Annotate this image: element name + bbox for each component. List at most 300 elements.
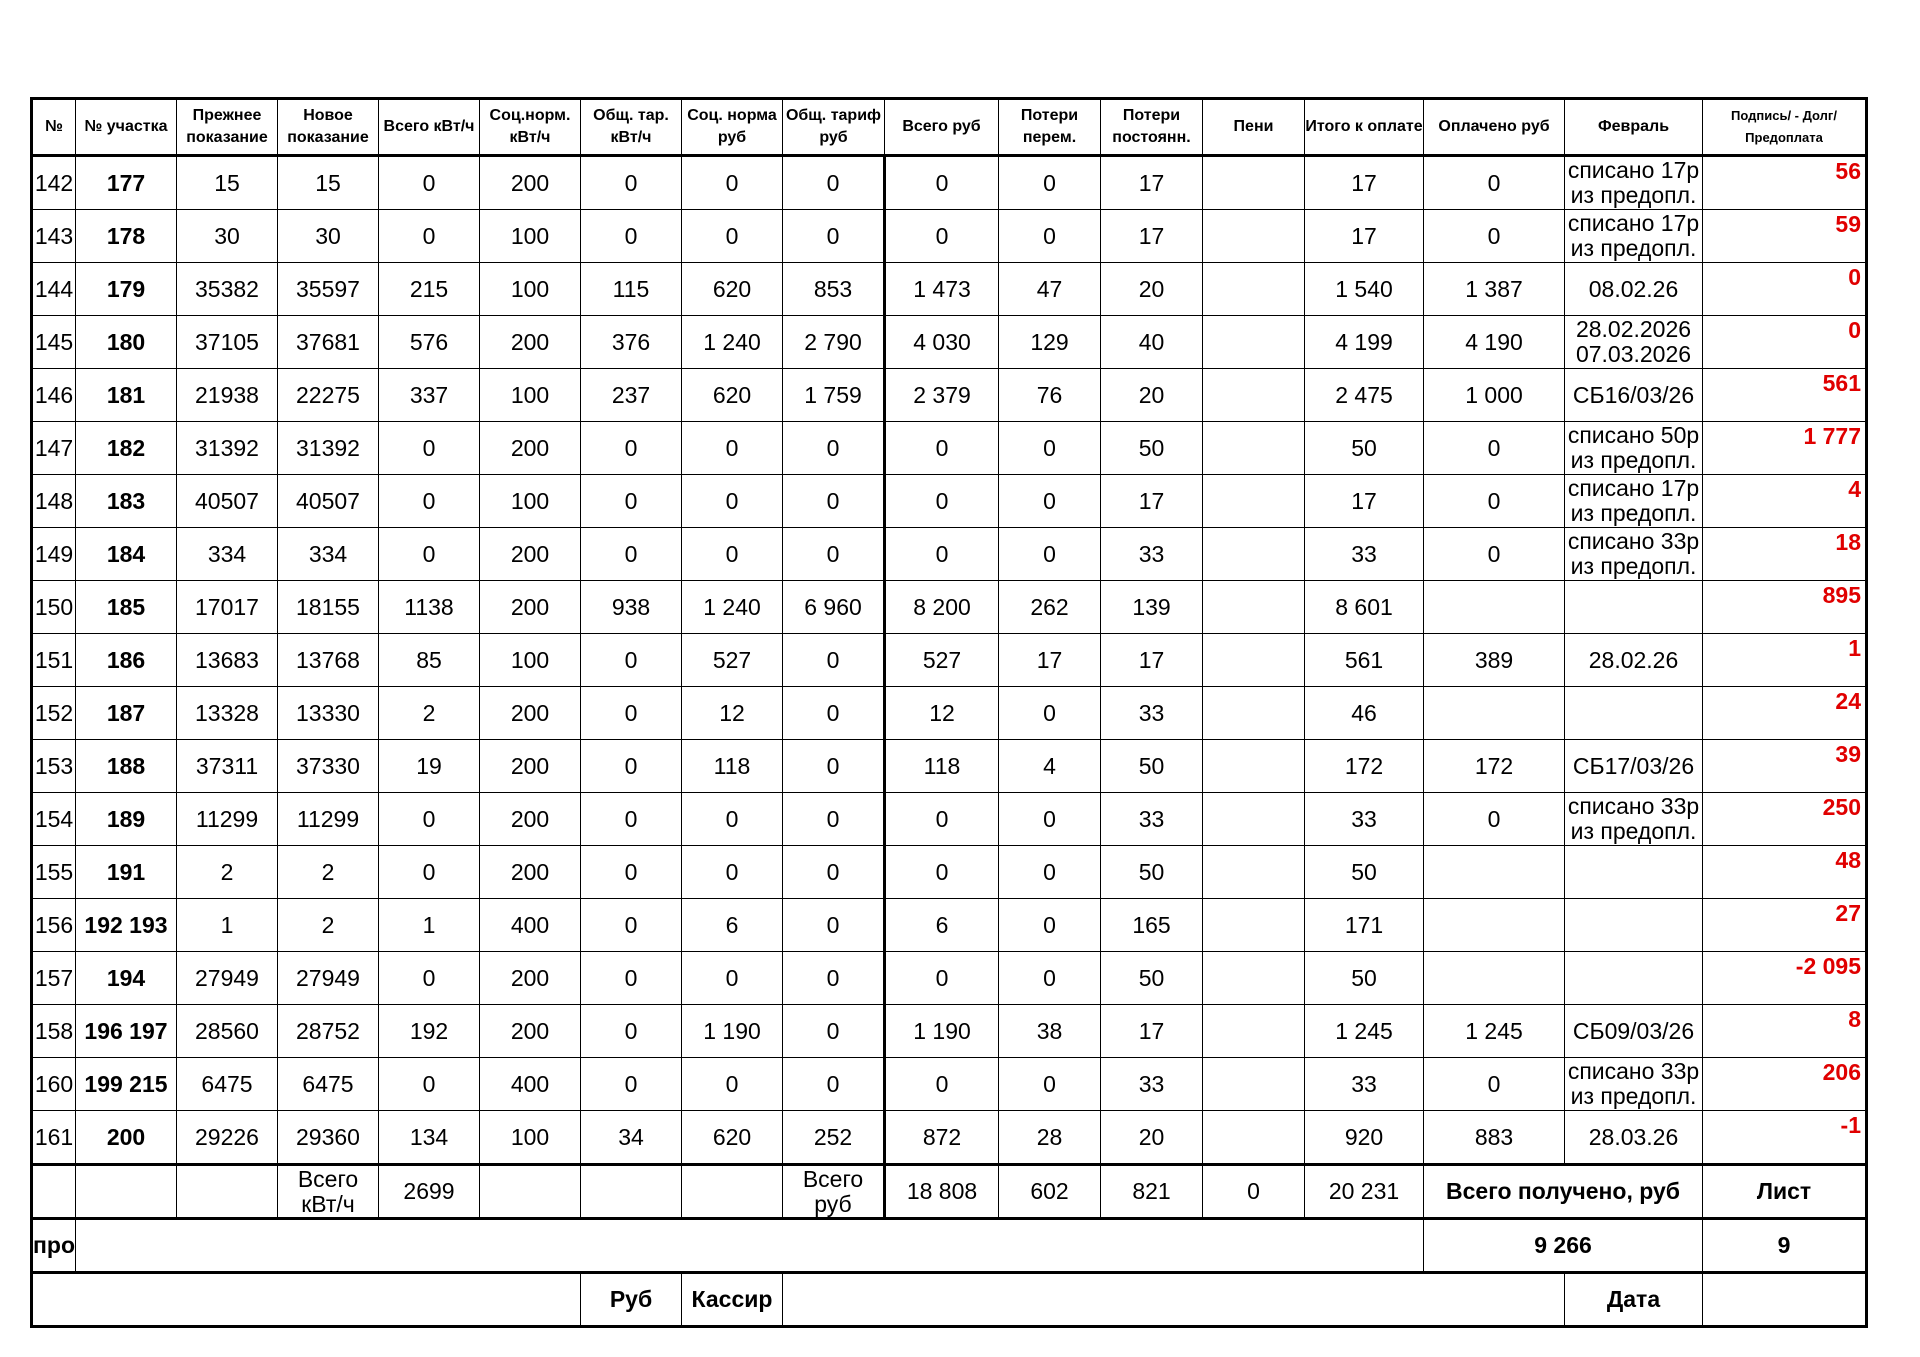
table-row: [32, 687, 1867, 740]
losses-variable: 28: [999, 1111, 1101, 1165]
social-norm-rub: 1 190: [682, 1005, 783, 1058]
losses-constant: 165: [1101, 899, 1203, 952]
total-kwh: 134: [379, 1111, 480, 1165]
billing-table: [30, 97, 1868, 1328]
amount-due: 172: [1305, 740, 1424, 793]
new-reading: 28752: [278, 1005, 379, 1058]
new-reading: 37330: [278, 740, 379, 793]
losses-variable: 4: [999, 740, 1101, 793]
social-norm-kwh: 200: [480, 156, 581, 210]
social-norm-kwh: 200: [480, 846, 581, 899]
paid-rub: 0: [1424, 528, 1565, 581]
amount-due: 50: [1305, 952, 1424, 1005]
social-norm-kwh: 100: [480, 634, 581, 687]
new-reading: 29360: [278, 1111, 379, 1165]
social-norm-rub: 0: [682, 528, 783, 581]
total-kwh: 1138: [379, 581, 480, 634]
general-tariff-kwh: 0: [581, 793, 682, 846]
penalty: [1203, 369, 1305, 422]
losses-variable: 0: [999, 156, 1101, 210]
general-tariff-rub: 0: [783, 899, 885, 952]
totals-kwh-label: Всего кВт/ч: [278, 1165, 379, 1219]
losses-variable: 38: [999, 1005, 1101, 1058]
february-note: [1565, 687, 1703, 740]
column-header-11: Потери перем.: [999, 99, 1101, 156]
total-rub: 527: [885, 634, 999, 687]
balance: 4: [1703, 475, 1867, 528]
general-tariff-rub: 0: [783, 1005, 885, 1058]
penalty: [1203, 952, 1305, 1005]
penalty: [1203, 634, 1305, 687]
general-tariff-rub: 0: [783, 210, 885, 263]
new-reading: 13330: [278, 687, 379, 740]
general-tariff-kwh: 0: [581, 1005, 682, 1058]
general-tariff-kwh: 938: [581, 581, 682, 634]
paid-rub: 0: [1424, 210, 1565, 263]
social-norm-kwh: 200: [480, 952, 581, 1005]
losses-constant: 33: [1101, 793, 1203, 846]
previous-reading: 35382: [177, 263, 278, 316]
balance: 250: [1703, 793, 1867, 846]
plot-number: 188: [76, 740, 177, 793]
social-norm-rub: 0: [682, 422, 783, 475]
plot-number: 185: [76, 581, 177, 634]
previous-reading: 334: [177, 528, 278, 581]
total-rub: 4 030: [885, 316, 999, 369]
plot-number: 191: [76, 846, 177, 899]
paid-rub: 1 000: [1424, 369, 1565, 422]
general-tariff-rub: 853: [783, 263, 885, 316]
losses-constant: 20: [1101, 369, 1203, 422]
totals-row: [32, 1165, 1867, 1219]
amount-due: 8 601: [1305, 581, 1424, 634]
paid-rub: 0: [1424, 422, 1565, 475]
paid-rub: [1424, 899, 1565, 952]
column-header-10: Всего руб: [885, 99, 999, 156]
total-kwh: 0: [379, 422, 480, 475]
amount-due: 171: [1305, 899, 1424, 952]
social-norm-rub: 1 240: [682, 581, 783, 634]
table-row: [32, 740, 1867, 793]
paid-rub: 1 387: [1424, 263, 1565, 316]
summary-blank: [76, 1219, 1424, 1273]
amount-due: 50: [1305, 422, 1424, 475]
new-reading: 18155: [278, 581, 379, 634]
plot-number: 199 215: [76, 1058, 177, 1111]
social-norm-kwh: 100: [480, 369, 581, 422]
losses-variable: 262: [999, 581, 1101, 634]
total-rub: 12: [885, 687, 999, 740]
february-note: списано 33р из предопл.: [1565, 528, 1703, 581]
social-norm-rub: 0: [682, 475, 783, 528]
penalty: [1203, 899, 1305, 952]
social-norm-kwh: 200: [480, 581, 581, 634]
totals-blank: [581, 1165, 682, 1219]
table-row: [32, 156, 1867, 210]
row-number: 144: [32, 263, 76, 316]
table-row: [32, 1111, 1867, 1165]
date-field: [1703, 1273, 1867, 1327]
new-reading: 2: [278, 846, 379, 899]
losses-variable: 0: [999, 687, 1101, 740]
paid-rub: 389: [1424, 634, 1565, 687]
general-tariff-rub: 0: [783, 1058, 885, 1111]
previous-reading: 1: [177, 899, 278, 952]
cashier-label: Кассир: [682, 1273, 783, 1327]
social-norm-rub: 0: [682, 156, 783, 210]
balance: 24: [1703, 687, 1867, 740]
general-tariff-kwh: 0: [581, 952, 682, 1005]
february-note: 28.03.26: [1565, 1111, 1703, 1165]
total-kwh: 0: [379, 475, 480, 528]
summary-section: [32, 1165, 1867, 1327]
social-norm-kwh: 100: [480, 263, 581, 316]
table-row: [32, 793, 1867, 846]
losses-constant: 17: [1101, 156, 1203, 210]
row-number: 154: [32, 793, 76, 846]
row-number: 146: [32, 369, 76, 422]
total-rub: 1 190: [885, 1005, 999, 1058]
losses-variable: 76: [999, 369, 1101, 422]
date-label: Дата: [1565, 1273, 1703, 1327]
balance: 18: [1703, 528, 1867, 581]
balance: -2 095: [1703, 952, 1867, 1005]
social-norm-rub: 1 240: [682, 316, 783, 369]
penalty: [1203, 475, 1305, 528]
plot-number: 181: [76, 369, 177, 422]
penalty: [1203, 846, 1305, 899]
balance: 59: [1703, 210, 1867, 263]
total-kwh: 1: [379, 899, 480, 952]
amount-due: 33: [1305, 793, 1424, 846]
paid-rub: [1424, 952, 1565, 1005]
general-tariff-rub: 0: [783, 422, 885, 475]
footer-blank: [32, 1273, 581, 1327]
total-rub: 0: [885, 156, 999, 210]
february-note: [1565, 846, 1703, 899]
column-header-6: Соц.норм. кВт/ч: [480, 99, 581, 156]
general-tariff-rub: 0: [783, 740, 885, 793]
losses-constant: 50: [1101, 422, 1203, 475]
total-kwh: 337: [379, 369, 480, 422]
previous-reading: 13328: [177, 687, 278, 740]
february-note: 08.02.26: [1565, 263, 1703, 316]
row-number: 151: [32, 634, 76, 687]
general-tariff-rub: 0: [783, 952, 885, 1005]
row-number: 157: [32, 952, 76, 1005]
february-note: списано 17р из предопл.: [1565, 156, 1703, 210]
row-number: 158: [32, 1005, 76, 1058]
february-note: [1565, 581, 1703, 634]
received-row: [32, 1219, 1867, 1273]
table-row: [32, 263, 1867, 316]
general-tariff-kwh: 237: [581, 369, 682, 422]
plot-number: 184: [76, 528, 177, 581]
totals-blank: [177, 1165, 278, 1219]
losses-variable: 47: [999, 263, 1101, 316]
total-kwh: 0: [379, 1058, 480, 1111]
column-header-17: Подпись/ - Долг/Предоплата: [1703, 99, 1867, 156]
total-kwh: 85: [379, 634, 480, 687]
totals-rub: 18 808: [885, 1165, 999, 1219]
paid-rub: 0: [1424, 156, 1565, 210]
table-row: [32, 369, 1867, 422]
previous-reading: 40507: [177, 475, 278, 528]
paid-rub: [1424, 846, 1565, 899]
total-rub: 118: [885, 740, 999, 793]
total-rub: 2 379: [885, 369, 999, 422]
general-tariff-rub: 0: [783, 793, 885, 846]
balance: 39: [1703, 740, 1867, 793]
table-row: [32, 422, 1867, 475]
column-header-8: Соц. норма руб: [682, 99, 783, 156]
paid-rub: 883: [1424, 1111, 1565, 1165]
total-rub: 0: [885, 846, 999, 899]
table-row: [32, 1058, 1867, 1111]
column-header-5: Всего кВт/ч: [379, 99, 480, 156]
losses-variable: 0: [999, 899, 1101, 952]
losses-variable: 0: [999, 210, 1101, 263]
new-reading: 30: [278, 210, 379, 263]
social-norm-kwh: 200: [480, 1005, 581, 1058]
column-header-7: Общ. тар. кВт/ч: [581, 99, 682, 156]
row-number: 147: [32, 422, 76, 475]
losses-variable: 0: [999, 475, 1101, 528]
general-tariff-rub: 0: [783, 846, 885, 899]
social-norm-kwh: 100: [480, 475, 581, 528]
losses-variable: 129: [999, 316, 1101, 369]
new-reading: 35597: [278, 263, 379, 316]
totals-loss-const: 821: [1101, 1165, 1203, 1219]
signature-row: [32, 1273, 1867, 1327]
general-tariff-kwh: 0: [581, 740, 682, 793]
total-rub: 0: [885, 422, 999, 475]
column-header-4: Новое показание: [278, 99, 379, 156]
column-header-9: Общ. тариф руб: [783, 99, 885, 156]
row-number: 149: [32, 528, 76, 581]
plot-number: 179: [76, 263, 177, 316]
new-reading: 40507: [278, 475, 379, 528]
total-kwh: 0: [379, 952, 480, 1005]
amount-due: 33: [1305, 1058, 1424, 1111]
penalty: [1203, 316, 1305, 369]
february-note: 28.02.2026 07.03.2026: [1565, 316, 1703, 369]
previous-reading: 37105: [177, 316, 278, 369]
table-row: [32, 952, 1867, 1005]
total-kwh: 0: [379, 156, 480, 210]
table-row: [32, 528, 1867, 581]
row-number: 155: [32, 846, 76, 899]
penalty: [1203, 528, 1305, 581]
new-reading: 2: [278, 899, 379, 952]
losses-constant: 33: [1101, 1058, 1203, 1111]
february-note: СБ09/03/26: [1565, 1005, 1703, 1058]
penalty: [1203, 422, 1305, 475]
plot-number: 177: [76, 156, 177, 210]
penalty: [1203, 210, 1305, 263]
plot-number: 189: [76, 793, 177, 846]
general-tariff-kwh: 0: [581, 846, 682, 899]
previous-reading: 31392: [177, 422, 278, 475]
balance: 895: [1703, 581, 1867, 634]
previous-reading: 17017: [177, 581, 278, 634]
totals-kwh: 2699: [379, 1165, 480, 1219]
paid-rub: 0: [1424, 475, 1565, 528]
amount-due: 561: [1305, 634, 1424, 687]
february-note: списано 33р из предопл.: [1565, 793, 1703, 846]
february-note: списано 17р из предопл.: [1565, 210, 1703, 263]
paid-rub: 1 245: [1424, 1005, 1565, 1058]
column-header-12: Потери постоянн.: [1101, 99, 1203, 156]
general-tariff-kwh: 0: [581, 156, 682, 210]
general-tariff-kwh: 34: [581, 1111, 682, 1165]
paid-rub: 0: [1424, 1058, 1565, 1111]
losses-constant: 139: [1101, 581, 1203, 634]
social-norm-rub: 620: [682, 263, 783, 316]
total-kwh: 19: [379, 740, 480, 793]
totals-loss-var: 602: [999, 1165, 1101, 1219]
losses-constant: 20: [1101, 263, 1203, 316]
total-rub: 0: [885, 210, 999, 263]
plot-number: 196 197: [76, 1005, 177, 1058]
social-norm-kwh: 100: [480, 1111, 581, 1165]
total-kwh: 0: [379, 528, 480, 581]
total-rub: 1 473: [885, 263, 999, 316]
column-header-16: Февраль: [1565, 99, 1703, 156]
losses-constant: 17: [1101, 210, 1203, 263]
row-number: 142: [32, 156, 76, 210]
general-tariff-rub: 252: [783, 1111, 885, 1165]
general-tariff-kwh: 115: [581, 263, 682, 316]
february-note: списано 50р из предопл.: [1565, 422, 1703, 475]
previous-reading: 29226: [177, 1111, 278, 1165]
header-row: [32, 99, 1867, 156]
total-rub: 0: [885, 793, 999, 846]
new-reading: 22275: [278, 369, 379, 422]
general-tariff-rub: 0: [783, 634, 885, 687]
received-total: 9 266: [1424, 1219, 1703, 1273]
previous-reading: 30: [177, 210, 278, 263]
general-tariff-rub: 1 759: [783, 369, 885, 422]
february-note: 28.02.26: [1565, 634, 1703, 687]
losses-variable: 0: [999, 528, 1101, 581]
totals-penalty: 0: [1203, 1165, 1305, 1219]
losses-constant: 17: [1101, 634, 1203, 687]
balance: 0: [1703, 316, 1867, 369]
general-tariff-rub: 0: [783, 687, 885, 740]
losses-constant: 20: [1101, 1111, 1203, 1165]
row-number: 143: [32, 210, 76, 263]
social-norm-kwh: 200: [480, 740, 581, 793]
cashier-signature-field: [783, 1273, 1565, 1327]
general-tariff-kwh: 0: [581, 210, 682, 263]
total-kwh: 576: [379, 316, 480, 369]
social-norm-kwh: 200: [480, 793, 581, 846]
totals-blank: [76, 1165, 177, 1219]
social-norm-kwh: 200: [480, 528, 581, 581]
total-rub: 0: [885, 528, 999, 581]
social-norm-kwh: 200: [480, 422, 581, 475]
total-kwh: 0: [379, 210, 480, 263]
table-row: [32, 846, 1867, 899]
penalty: [1203, 1005, 1305, 1058]
general-tariff-rub: 0: [783, 528, 885, 581]
total-rub: 0: [885, 1058, 999, 1111]
column-header-14: Итого к оплате: [1305, 99, 1424, 156]
social-norm-kwh: 200: [480, 316, 581, 369]
balance: 48: [1703, 846, 1867, 899]
column-header-13: Пени: [1203, 99, 1305, 156]
losses-variable: 0: [999, 1058, 1101, 1111]
amount-due: 2 475: [1305, 369, 1424, 422]
amount-due: 1 540: [1305, 263, 1424, 316]
losses-constant: 40: [1101, 316, 1203, 369]
amount-due: 17: [1305, 210, 1424, 263]
general-tariff-kwh: 0: [581, 475, 682, 528]
new-reading: 15: [278, 156, 379, 210]
february-note: [1565, 899, 1703, 952]
balance: 27: [1703, 899, 1867, 952]
losses-variable: 0: [999, 422, 1101, 475]
general-tariff-kwh: 0: [581, 528, 682, 581]
losses-constant: 17: [1101, 1005, 1203, 1058]
total-kwh: 215: [379, 263, 480, 316]
social-norm-rub: 12: [682, 687, 783, 740]
penalty: [1203, 1111, 1305, 1165]
paid-rub: [1424, 687, 1565, 740]
balance: 206: [1703, 1058, 1867, 1111]
penalty: [1203, 1058, 1305, 1111]
row-number: 145: [32, 316, 76, 369]
social-norm-kwh: 100: [480, 210, 581, 263]
general-tariff-kwh: 0: [581, 1058, 682, 1111]
february-note: [1565, 952, 1703, 1005]
previous-reading: 21938: [177, 369, 278, 422]
amount-due: 17: [1305, 156, 1424, 210]
previous-reading: 28560: [177, 1005, 278, 1058]
received-label: Всего получено, руб: [1424, 1165, 1703, 1219]
losses-constant: 50: [1101, 740, 1203, 793]
plot-number: 183: [76, 475, 177, 528]
general-tariff-rub: 0: [783, 156, 885, 210]
column-header-1: №: [32, 99, 76, 156]
table-body: [32, 156, 1867, 1165]
summary-left-label: про: [32, 1219, 76, 1273]
row-number: 160: [32, 1058, 76, 1111]
losses-constant: 50: [1101, 952, 1203, 1005]
new-reading: 6475: [278, 1058, 379, 1111]
social-norm-rub: 620: [682, 369, 783, 422]
amount-due: 4 199: [1305, 316, 1424, 369]
general-tariff-kwh: 0: [581, 899, 682, 952]
plot-number: 194: [76, 952, 177, 1005]
paid-rub: 172: [1424, 740, 1565, 793]
amount-due: 46: [1305, 687, 1424, 740]
table-row: [32, 899, 1867, 952]
plot-number: 187: [76, 687, 177, 740]
losses-variable: 0: [999, 846, 1101, 899]
total-rub: 872: [885, 1111, 999, 1165]
february-note: СБ16/03/26: [1565, 369, 1703, 422]
table-row: [32, 634, 1867, 687]
paid-rub: 0: [1424, 793, 1565, 846]
amount-due: 50: [1305, 846, 1424, 899]
row-number: 156: [32, 899, 76, 952]
losses-constant: 50: [1101, 846, 1203, 899]
totals-blank: [480, 1165, 581, 1219]
february-note: СБ17/03/26: [1565, 740, 1703, 793]
plot-number: 180: [76, 316, 177, 369]
